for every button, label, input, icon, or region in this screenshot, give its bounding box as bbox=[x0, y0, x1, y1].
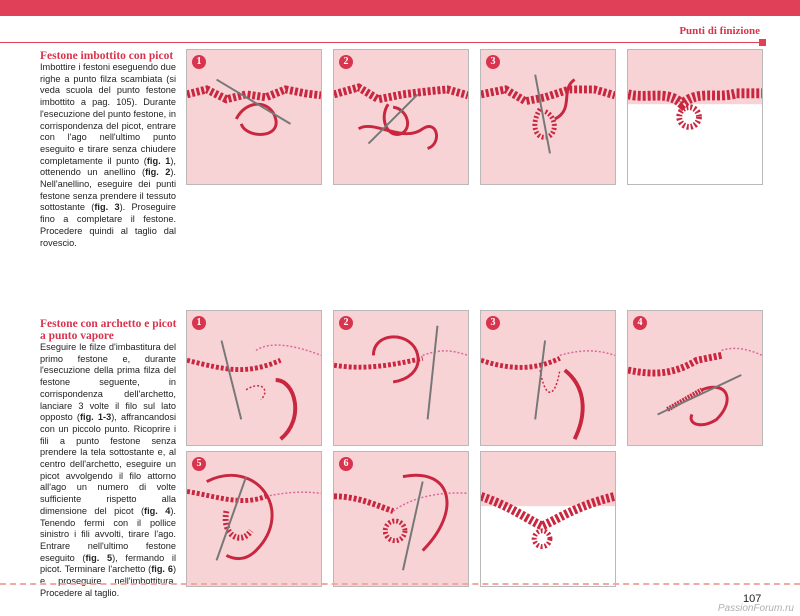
figure-1-step-2 bbox=[333, 49, 469, 185]
section-heading-2-line-2: a punto vapore bbox=[40, 330, 114, 342]
illustration-picot-wrap bbox=[628, 311, 762, 445]
body-text-run: ), ottenendo un anellino ( bbox=[40, 155, 176, 178]
illustration-enter-last-scallop bbox=[187, 452, 321, 586]
illustration-buttonhole-in-ring bbox=[481, 50, 615, 184]
illustration-loop-start bbox=[187, 50, 321, 184]
figure-2-result bbox=[480, 451, 616, 587]
illustration-arch-threads-1 bbox=[187, 311, 321, 445]
body-text-run: ) e proseguire nell'imbottitura. Procedere al taglio. bbox=[40, 564, 176, 598]
section-body-1 bbox=[40, 62, 176, 249]
figure-reference: fig. 5 bbox=[85, 552, 113, 563]
body-text-run: Imbottire i festoni eseguendo due righe a punto filza scambiata (si veda scuola del punto festone imbottito a pag. 105). Durante l'esecuzione del punto festone, in corrispondenza del picot, entrare con l'ago nell'ultimo punto eseguito e tirare senza chiudere completamente il punto ( bbox=[40, 62, 176, 166]
figure-1-step-1 bbox=[186, 49, 322, 185]
section-body-2 bbox=[40, 342, 176, 599]
figure-2-step-5 bbox=[186, 451, 322, 587]
figure-reference: fig. 1-3 bbox=[79, 412, 112, 423]
figure-number-badge: 3 bbox=[486, 55, 500, 69]
illustration-arch-threads-2 bbox=[334, 311, 468, 445]
figure-number-badge: 1 bbox=[192, 316, 206, 330]
figure-number-badge: 4 bbox=[633, 316, 647, 330]
section-heading-2 bbox=[40, 318, 176, 342]
figure-2-step-6 bbox=[333, 451, 469, 587]
figure-reference: fig. 1 bbox=[146, 155, 171, 166]
figure-reference: fig. 6 bbox=[151, 564, 173, 575]
body-text-run: ), fermando il picot. Terminare l'archetto ( bbox=[40, 552, 176, 575]
illustration-finished-picot bbox=[628, 50, 762, 184]
top-color-band bbox=[0, 0, 800, 16]
watermark: PassionForum.ru bbox=[717, 603, 794, 614]
figure-reference: fig. 4 bbox=[144, 505, 171, 516]
body-text-run: ). Nell'anellino, eseguire dei punti festone senza prendere il tessuto sottostante ( bbox=[40, 167, 176, 213]
figure-number-badge: 2 bbox=[339, 55, 353, 69]
illustration-arch-threads-3 bbox=[481, 311, 615, 445]
body-text-run: Eseguire le filze d'imbastitura del primo festone e, durante l'esecuzione della prima filza del festone seguente, in corrispondenza dell'archetto, lanciare 3 volte il filo sul lato opposto ( bbox=[40, 342, 176, 423]
body-text-run: ), affrancandosi con un piccolo punto. Ricoprire i fili a punto festone senza prendere la tela sottostante e, al centro dell'archetto, eseguire un picot avvolgendo il filo attorno all'ago un numero di volte sufficiente rispetto alla dimensione del picot ( bbox=[40, 412, 176, 516]
figure-1-step-3 bbox=[480, 49, 616, 185]
figure-reference: fig. 2 bbox=[145, 167, 171, 178]
illustration-small-ring bbox=[334, 50, 468, 184]
body-text-run: ). Tenendo fermi con il pollice sinistro i fili avvolti, tirare l'ago. Entrare nell'ultimo festone eseguito ( bbox=[40, 505, 176, 563]
footer-dashed-rule bbox=[0, 583, 800, 585]
figure-2-step-3 bbox=[480, 310, 616, 446]
figure-2-step-4 bbox=[627, 310, 763, 446]
figure-number-badge: 5 bbox=[192, 457, 206, 471]
figure-reference: fig. 3 bbox=[94, 202, 120, 213]
section-title: Punti di finizione bbox=[679, 25, 760, 37]
figure-number-badge: 2 bbox=[339, 316, 353, 330]
figure-2-step-1 bbox=[186, 310, 322, 446]
figure-number-badge: 3 bbox=[486, 316, 500, 330]
illustration-finished-arch-picot bbox=[481, 452, 615, 586]
illustration-finish-arch bbox=[334, 452, 468, 586]
section-heading-2-line-1: Festone con archetto e picot bbox=[40, 318, 177, 330]
figure-number-badge: 6 bbox=[339, 457, 353, 471]
page-number: 107 bbox=[743, 593, 762, 605]
header-rule bbox=[0, 42, 762, 43]
figure-2-step-2 bbox=[333, 310, 469, 446]
section-heading-1: Festone imbottito con picot bbox=[40, 50, 174, 62]
body-text-run: ). Proseguire fino a completare il festone. Procedere quindi al taglio dal rovescio. bbox=[40, 202, 176, 248]
figure-number-badge: 1 bbox=[192, 55, 206, 69]
figure-1-result bbox=[627, 49, 763, 185]
